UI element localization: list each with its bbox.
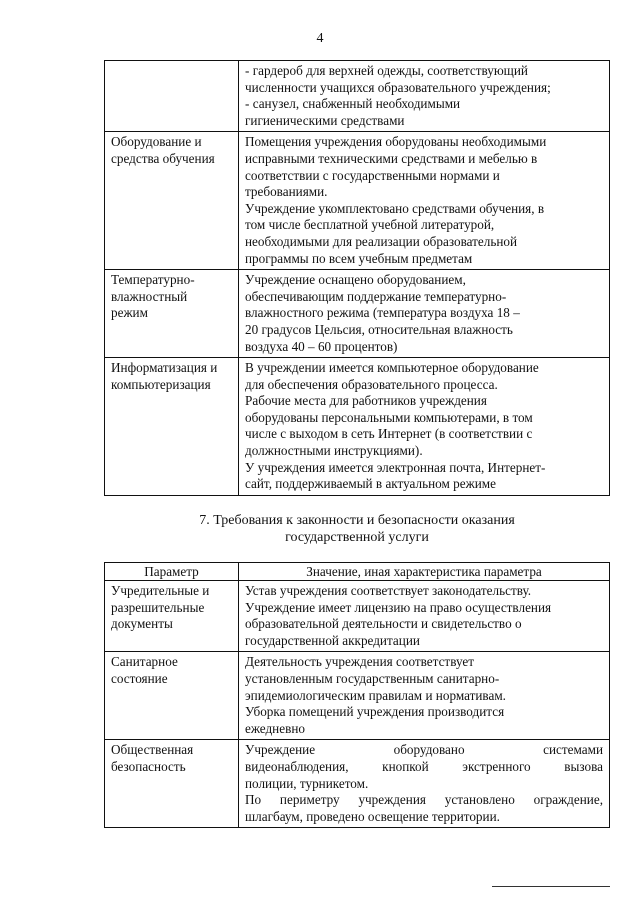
value-text: 20 градусов Цельсия, относительная влажность <box>245 321 513 337</box>
param-cell <box>105 61 239 132</box>
value-cell <box>239 61 610 132</box>
section-7-title <box>104 512 610 546</box>
value-text: должностными инструкциями). <box>245 443 423 459</box>
value-cell <box>239 652 610 740</box>
value-text: Учреждение оборудовано системами <box>245 742 603 758</box>
value-text: исправными техническими средствами и мебелью в <box>245 150 538 166</box>
table-row <box>105 740 610 828</box>
value-text: По периметру учреждения установлено ограждение, <box>245 792 603 808</box>
value-text: Устав учреждения соответствует законодательству. <box>245 583 532 598</box>
param-text: компьютеризация <box>111 376 211 392</box>
param-text: разрешительные <box>111 599 205 615</box>
table-header-row <box>105 563 610 581</box>
param-cell <box>105 358 239 496</box>
value-text: Помещения учреждения оборудованы необходимыми <box>245 134 547 150</box>
param-cell <box>105 652 239 740</box>
value-text: для обеспечения образовательного процесса. <box>245 376 498 392</box>
page-number: 4 <box>316 31 324 46</box>
param-text: средства обучения <box>111 150 215 166</box>
value-text: В учреждении имеется компьютерное оборудование <box>245 360 539 376</box>
param-cell <box>105 581 239 652</box>
value-cell <box>239 270 610 358</box>
value-text: Уборка помещений учреждения производится <box>245 704 505 720</box>
table-row <box>105 358 610 496</box>
param-text: Оборудование и <box>111 134 202 150</box>
table-row <box>105 132 610 270</box>
table1-body <box>105 61 610 496</box>
value-text: влажностного режима (температура воздуха 18 – <box>245 305 520 321</box>
value-text: численности учащихся образовательного учреждения; <box>245 79 551 95</box>
legality-safety-table <box>104 562 610 828</box>
value-cell <box>239 581 610 652</box>
value-cell <box>239 740 610 828</box>
value-text: эпидемиологическим правилам и нормативам. <box>245 687 506 703</box>
value-text: том числе бесплатной учебной литературой, <box>245 217 495 233</box>
param-text: режим <box>111 305 148 321</box>
value-text: государственной аккредитации <box>245 632 420 648</box>
param-text: Информатизация и <box>111 360 218 376</box>
value-text: Деятельность учреждения соответствует <box>245 654 475 670</box>
value-text: Учреждение укомплектовано средствами обучения, в <box>245 200 545 216</box>
value-text: соответствии с государственными нормами и <box>245 167 500 183</box>
value-text: установленным государственным санитарно- <box>245 670 500 686</box>
param-text: Учредительные и <box>111 583 210 598</box>
param-text: Температурно- <box>111 272 195 288</box>
param-text: влажностный <box>111 288 188 304</box>
value-text: программы по всем учебным предметам <box>245 250 473 266</box>
value-text: образовательной деятельности и свидетельство о <box>245 616 522 632</box>
value-text: оборудованы персональными компьютерами, в том <box>245 409 533 425</box>
value-cell <box>239 132 610 270</box>
value-text: видеонаблюдения, кнопкой экстренного вызова <box>245 758 603 774</box>
value-text: полиции, турникетом. <box>245 775 369 791</box>
table-row <box>105 652 610 740</box>
value-text: Рабочие места для работников учреждения <box>245 393 487 409</box>
table2-body <box>105 581 610 828</box>
value-text: - санузел, снабженный необходимыми <box>245 96 461 112</box>
value-text: воздуха 40 – 60 процентов) <box>245 338 398 354</box>
value-cell <box>239 358 610 496</box>
value-text: необходимыми для реализации образовательной <box>245 233 518 249</box>
value-text: числе с выходом в сеть Интернет (в соответствии с <box>245 426 533 442</box>
value-text: обеспечивающим поддержание температурно- <box>245 288 507 304</box>
value-text: ежедневно <box>245 720 305 736</box>
table-row <box>105 581 610 652</box>
param-cell <box>105 132 239 270</box>
param-text: безопасность <box>111 758 186 774</box>
footer-rule <box>492 886 610 887</box>
value-text: сайт, поддерживаемый в актуальном режиме <box>245 476 496 492</box>
param-text: документы <box>111 616 173 632</box>
table-row <box>105 270 610 358</box>
param-text: Общественная <box>111 742 194 758</box>
value-text: гигиеническими средствами <box>245 112 405 128</box>
section-7-title-line1: 7. Требования к законности и безопасности оказания <box>199 513 515 528</box>
param-cell <box>105 740 239 828</box>
requirements-table-continued <box>104 60 610 496</box>
value-text: Учреждение оснащено оборудованием, <box>245 272 466 288</box>
param-text: Санитарное <box>111 654 178 670</box>
table2-header <box>105 563 610 581</box>
value-text: требованиями. <box>245 184 328 200</box>
table-row <box>105 61 610 132</box>
value-text: шлагбаум, проведено освещение территории. <box>245 808 500 824</box>
section-7-title-line2: государственной услуги <box>285 530 429 545</box>
value-text: Учреждение имеет лицензию на право осуществления <box>245 599 552 615</box>
value-text: - гардероб для верхней одежды, соответствующий <box>245 63 528 78</box>
value-text: У учреждения имеется электронная почта, Интернет- <box>245 459 546 475</box>
param-cell <box>105 270 239 358</box>
header-value: Значение, иная характеристика параметра <box>239 563 610 581</box>
param-text: состояние <box>111 670 168 686</box>
header-param: Параметр <box>105 563 239 581</box>
